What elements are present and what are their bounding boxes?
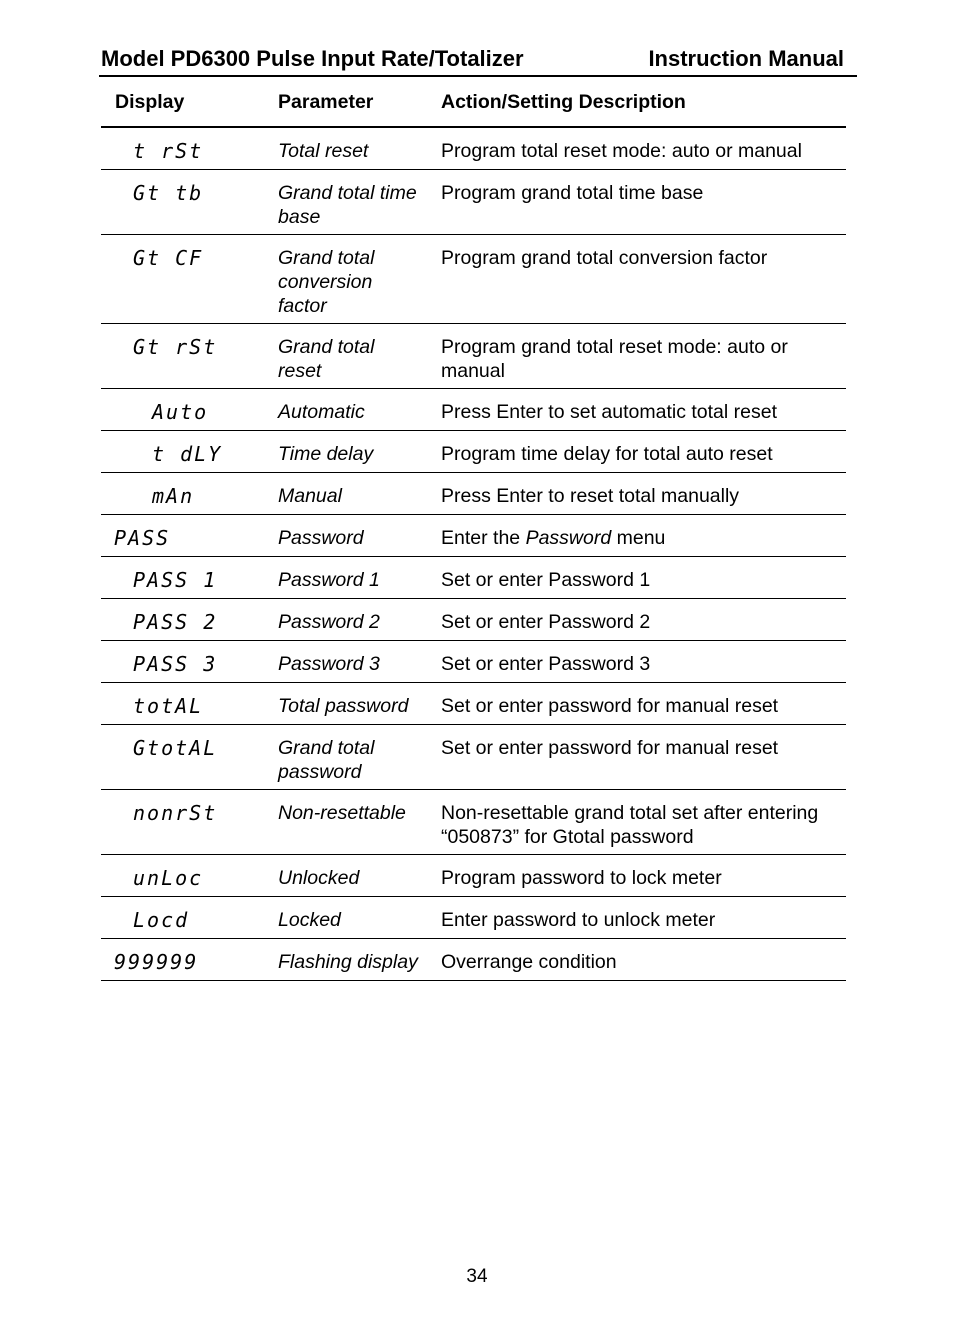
lcd-display-text: PASS 2 [133,610,218,634]
description-text: menu [611,527,666,549]
display-cell [101,897,265,939]
lcd-display-text: PASS [114,526,171,550]
parameter-cell: Unlocked [265,855,428,897]
display-cell [101,324,265,389]
header-title: Model PD6300 Pulse Input Rate/Totalizer [101,46,524,71]
table-row [101,324,846,389]
table-row [101,897,846,939]
description-cell: Press Enter to set automatic total reset [428,389,846,431]
header-rule [99,75,857,77]
description-cell: Set or enter Password 1 [428,557,846,599]
parameter-cell: Grand total conversion factor [265,235,428,324]
lcd-display-text: PASS 1 [133,568,218,592]
table-row [101,641,846,683]
parameter-cell: Password 3 [265,641,428,683]
parameter-cell: Automatic [265,389,428,431]
parameter-cell: Grand total reset [265,324,428,389]
table-row [101,235,846,324]
description-cell: Program grand total time base [428,170,846,235]
display-cell [101,515,265,557]
description-cell: Set or enter Password 2 [428,599,846,641]
table-row [101,515,846,557]
table-header-row [101,78,846,127]
page-number: 34 [466,1266,488,1287]
description-cell: Program time delay for total auto reset [428,431,846,473]
parameter-cell: Total password [265,683,428,725]
description-cell: Press Enter to reset total manually [428,473,846,515]
parameter-cell: Password 2 [265,599,428,641]
lcd-display-text: totAL [133,694,204,718]
lcd-display-text: Gt rSt [133,335,218,359]
parameter-cell: Time delay [265,431,428,473]
column-header-description: Action/Setting Description [428,78,846,127]
display-cell [101,855,265,897]
description-cell: Non-resettable grand total set after entering “050873” for Gtotal password [428,790,846,855]
page-header [101,46,844,74]
table-row [101,127,846,170]
description-cell: Program grand total reset mode: auto or manual [428,324,846,389]
table-row [101,473,846,515]
parameter-cell: Total reset [265,127,428,170]
display-cell [101,683,265,725]
lcd-display-text: mAn [152,484,195,508]
description-cell: Enter password to unlock meter [428,897,846,939]
table-row [101,939,846,981]
display-cell [101,599,265,641]
table-row [101,725,846,790]
description-cell: Program total reset mode: auto or manual [428,127,846,170]
table-row [101,790,846,855]
column-header-display: Display [101,78,265,127]
description-emphasis: Password [525,527,612,549]
display-cell [101,389,265,431]
lcd-display-text: 999999 [114,950,199,974]
lcd-display-text: nonrSt [133,801,218,825]
lcd-display-text: t dLY [152,442,223,466]
table-row [101,855,846,897]
display-cell [101,725,265,790]
column-header-parameter: Parameter [265,78,428,127]
parameter-cell: Password 1 [265,557,428,599]
display-cell [101,235,265,324]
display-cell [101,473,265,515]
parameter-cell: Grand total password [265,725,428,790]
description-text: Enter the [441,527,526,549]
display-cell [101,939,265,981]
parameter-cell: Password [265,515,428,557]
description-cell: Set or enter Password 3 [428,641,846,683]
table-row [101,170,846,235]
lcd-display-text: Auto [152,400,209,424]
parameter-cell: Locked [265,897,428,939]
lcd-display-text: Gt tb [133,181,204,205]
parameter-cell: Manual [265,473,428,515]
parameter-cell: Grand total time base [265,170,428,235]
display-cell [101,557,265,599]
display-cell [101,431,265,473]
table-row [101,557,846,599]
lcd-display-text: Gt CF [133,246,204,270]
table-row [101,683,846,725]
lcd-display-text: Locd [133,908,190,932]
display-cell [101,170,265,235]
lcd-display-text: t rSt [133,139,204,163]
description-cell: Set or enter password for manual reset [428,725,846,790]
parameter-table [101,78,846,981]
description-cell: Program password to lock meter [428,855,846,897]
display-cell [101,790,265,855]
parameter-cell: Flashing display [265,939,428,981]
description-cell: Overrange condition [428,939,846,981]
display-cell [101,641,265,683]
parameter-cell: Non-resettable [265,790,428,855]
lcd-display-text: PASS 3 [133,652,218,676]
description-cell: Program grand total conversion factor [428,235,846,324]
table-row [101,431,846,473]
table-row [101,599,846,641]
lcd-display-text: GtotAL [133,736,218,760]
display-cell [101,127,265,170]
header-manual: Instruction Manual [648,46,844,71]
description-cell [428,515,846,557]
table-row [101,389,846,431]
description-cell: Set or enter password for manual reset [428,683,846,725]
lcd-display-text: unLoc [133,866,204,890]
